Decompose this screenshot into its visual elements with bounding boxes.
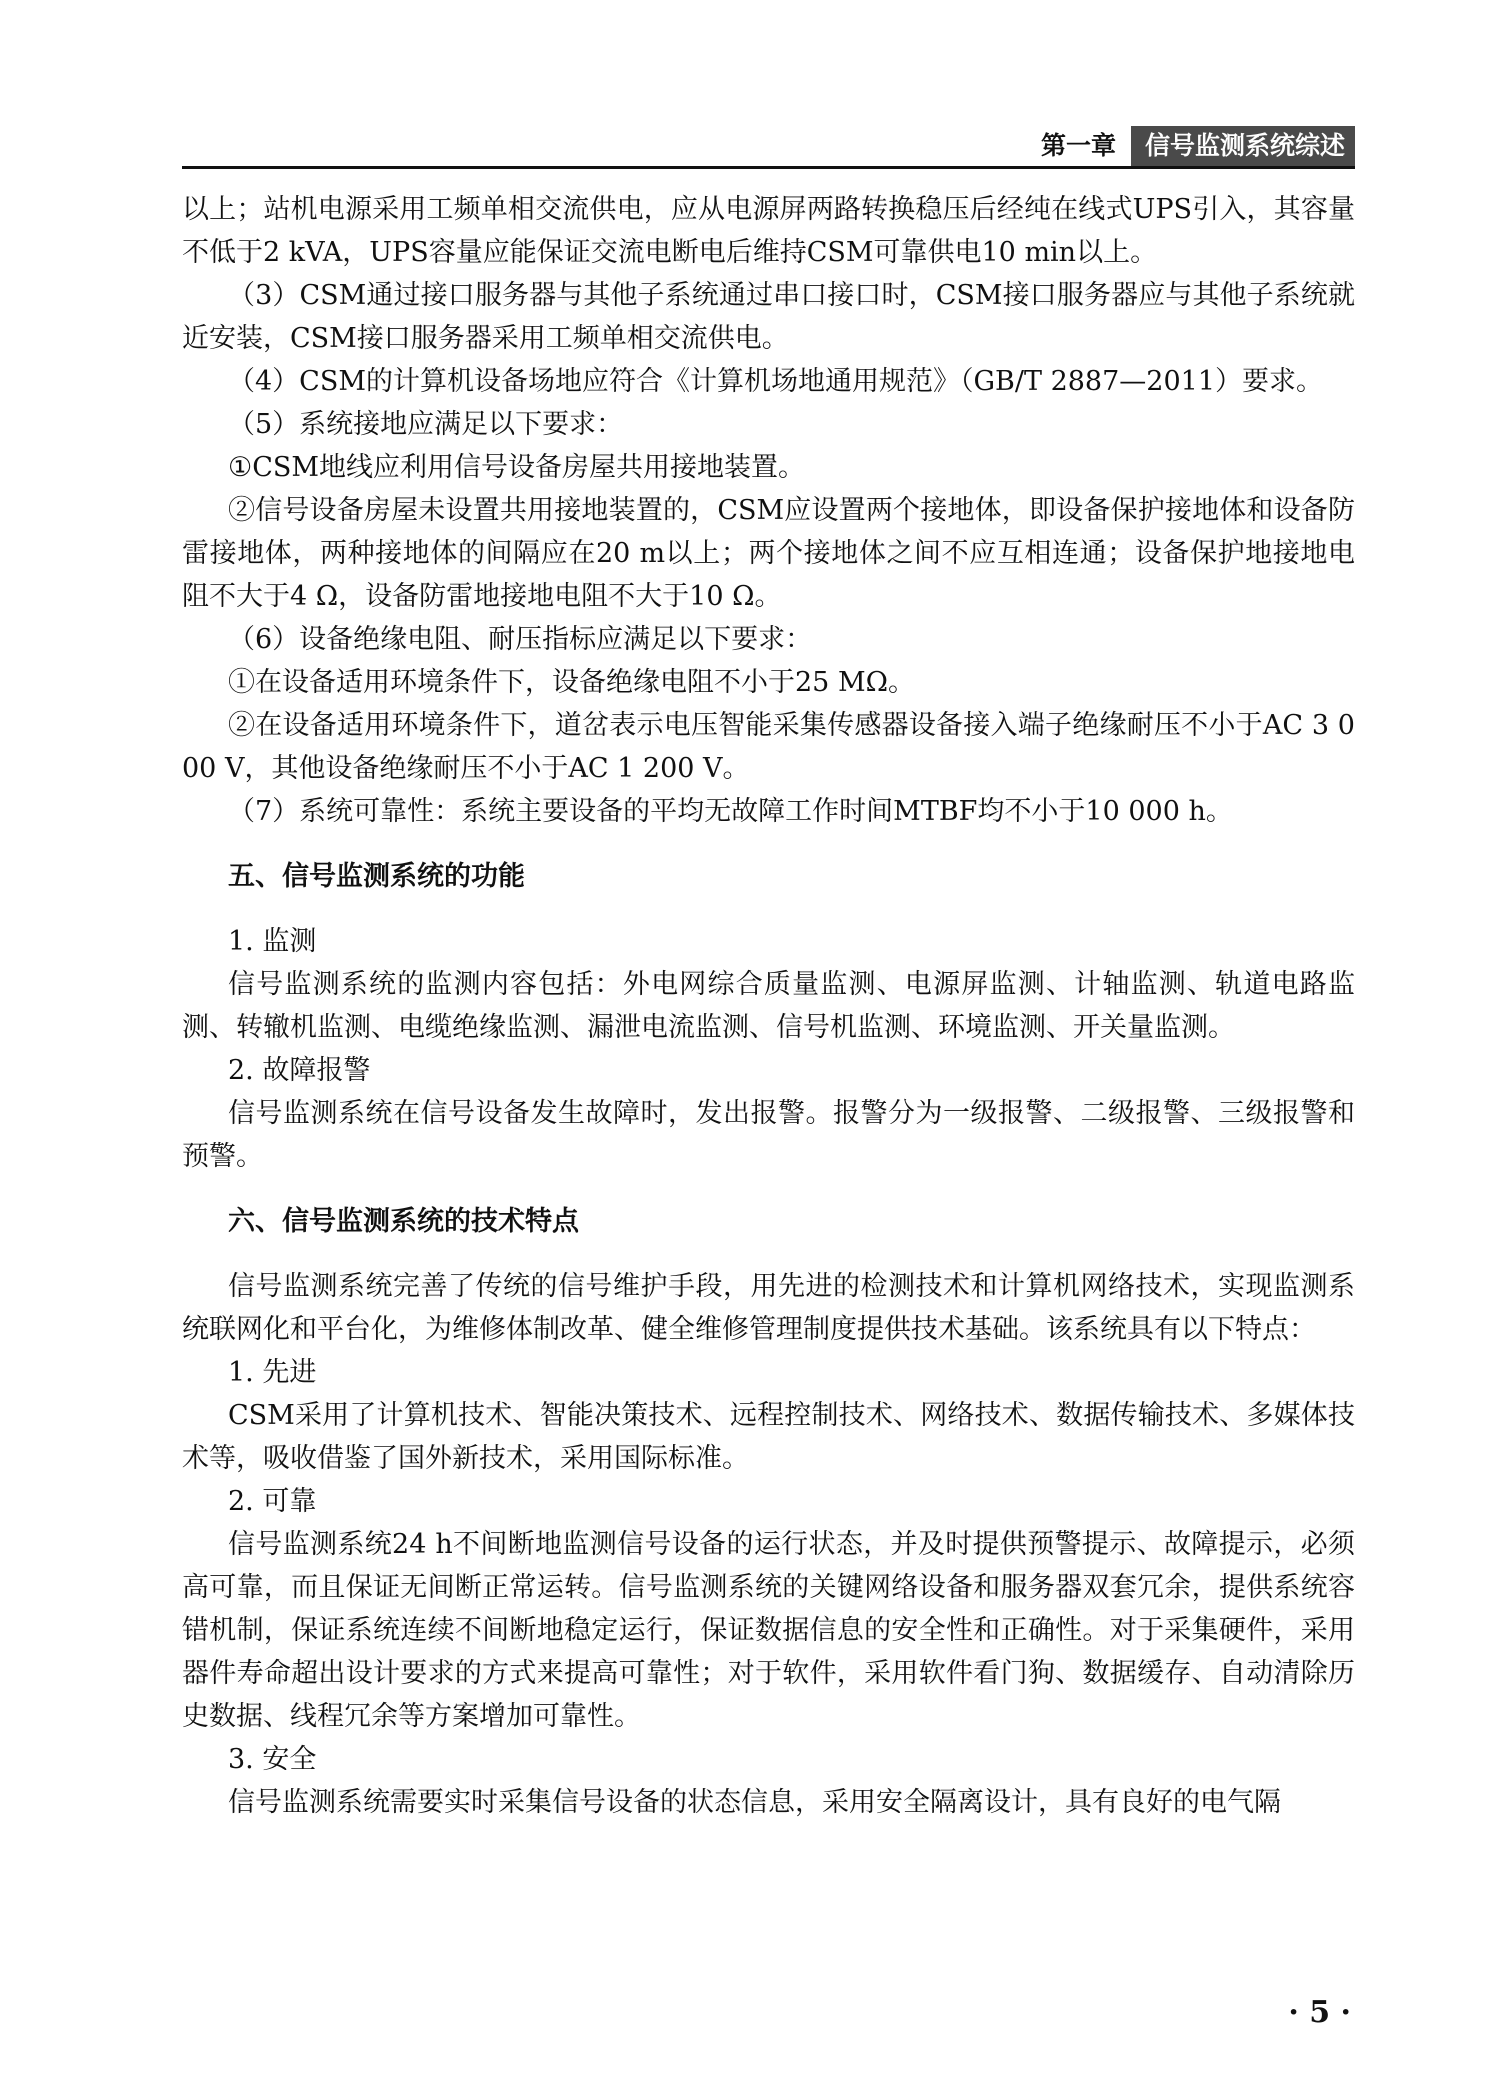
chapter-label: 第一章	[1040, 131, 1116, 160]
section-heading: 六、信号监测系统的技术特点	[228, 1206, 579, 1237]
paragraph: （4）CSM的计算机设备场地应符合《计算机场地通用规范》（GB/T 2887—2011）要求。	[228, 366, 1324, 397]
subsection-heading: 2. 可靠	[228, 1486, 317, 1517]
paragraph: 以上；站机电源采用工频单相交流供电，应从电源屏两路转换稳压后经纯在线式UPS引入，其容量不低于2 kVA，UPS容量应能保证交流电断电后维持CSM可靠供电10 min以上。	[182, 194, 1355, 268]
section-heading: 五、信号监测系统的功能	[228, 861, 525, 892]
subsection-heading: 3. 安全	[228, 1744, 317, 1775]
paragraph: （7）系统可靠性：系统主要设备的平均无故障工作时间MTBF均不小于10 000 h。	[228, 796, 1233, 827]
paragraph: 信号监测系统的监测内容包括：外电网综合质量监测、电源屏监测、计轴监测、轨道电路监测、转辙机监测、电缆绝缘监测、漏泄电流监测、信号机监测、环境监测、开关量监测。	[182, 969, 1355, 1043]
subsection-heading: 1. 先进	[228, 1357, 317, 1388]
paragraph: 信号监测系统在信号设备发生故障时，发出报警。报警分为一级报警、二级报警、三级报警和预警。	[182, 1098, 1355, 1172]
paragraph: ②在设备适用环境条件下，道岔表示电压智能采集传感器设备接入端子绝缘耐压不小于AC 3 000 V，其他设备绝缘耐压不小于AC 1 200 V。	[182, 710, 1355, 784]
subsection-heading: 1. 监测	[228, 926, 317, 957]
paragraph: CSM采用了计算机技术、智能决策技术、远程控制技术、网络技术、数据传输技术、多媒体技术等，吸收借鉴了国外新技术，采用国际标准。	[182, 1400, 1355, 1474]
running-header	[1041, 126, 1355, 166]
page-number: · 5 ·	[1288, 1995, 1351, 2030]
page-body	[182, 188, 1355, 1824]
paragraph: （3）CSM通过接口服务器与其他子系统通过串口接口时，CSM接口服务器应与其他子系统就近安装，CSM接口服务器采用工频单相交流供电。	[182, 280, 1355, 354]
paragraph: ①CSM地线应利用信号设备房屋共用接地装置。	[228, 452, 806, 483]
paragraph: 信号监测系统24 h不间断地监测信号设备的运行状态，并及时提供预警提示、故障提示，必须高可靠，而且保证无间断正常运转。信号监测系统的关键网络设备和服务器双套冗余，提供系统容错机制，保证系统连续不间断地稳定运行，保证数据信息的安全性和正确性。对于采集硬件，采用器件寿命超出设计要求的方式来提高可靠性；对于软件，采用软件看门狗、数据缓存、自动清除历史数据、线程冗余等方案增加可靠性。	[182, 1529, 1355, 1732]
paragraph: 信号监测系统完善了传统的信号维护手段，用先进的检测技术和计算机网络技术，实现监测系统联网化和平台化，为维修体制改革、健全维修管理制度提供技术基础。该系统具有以下特点：	[182, 1271, 1355, 1345]
paragraph: ②信号设备房屋未设置共用接地装置的，CSM应设置两个接地体，即设备保护接地体和设备防雷接地体，两种接地体的间隔应在20 m以上；两个接地体之间不应互相连通；设备保护地接地电阻不大于4 Ω，设备防雷地接地电阻不大于10 Ω。	[182, 495, 1355, 612]
paragraph: 信号监测系统需要实时采集信号设备的状态信息，采用安全隔离设计，具有良好的电气隔	[228, 1787, 1281, 1818]
header-rule	[182, 166, 1355, 169]
subsection-heading: 2. 故障报警	[228, 1055, 371, 1086]
paragraph: ①在设备适用环境条件下，设备绝缘电阻不小于25 MΩ。	[228, 667, 915, 698]
paragraph: （5）系统接地应满足以下要求：	[228, 409, 624, 440]
chapter-title: 信号监测系统综述	[1131, 126, 1355, 166]
paragraph: （6）设备绝缘电阻、耐压指标应满足以下要求：	[228, 624, 813, 655]
